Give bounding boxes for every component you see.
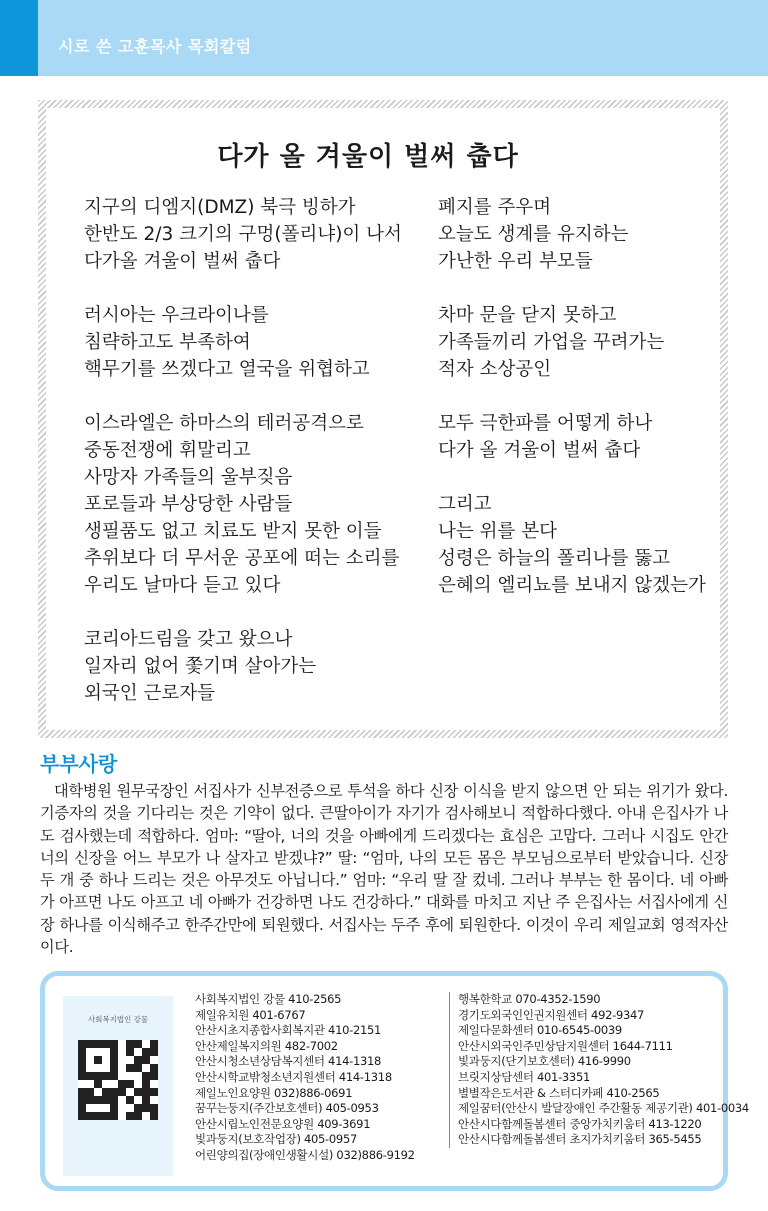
contact-entry: 제일유치원 401-6767 [195, 1007, 306, 1022]
contact-entry: 제일다문화센터 010-6545-0039 [458, 1023, 622, 1038]
poem-line: 한반도 2/3 크기의 구멍(폴리냐)이 나서 [84, 224, 402, 245]
contact-entry: 제일꿈터(안산시 발달장애인 주간활동 제공기관) 401-0034 [458, 1101, 749, 1116]
contact-entry: 안산시다함께돌봄센터 초지가치키움터 365-5455 [458, 1132, 702, 1147]
contact-entry: 꿈꾸는둥지(주간보호센터) 405-0953 [195, 1101, 379, 1116]
poem-line: 사망자 가족들의 울부짖음 [84, 467, 293, 488]
contact-entry: 행복한학교 070-4352-1590 [458, 992, 601, 1006]
contact-list-right [449, 992, 749, 1148]
poem-line: 다가 올 겨울이 벌써 춥다 [438, 440, 641, 461]
poem-right-column [438, 194, 706, 626]
poem-line: 포로들과 부상당한 사람들 [84, 494, 293, 515]
poem-line: 지구의 디엠지(DMZ) 북극 빙하가 [84, 197, 356, 218]
poem-panel [46, 108, 720, 730]
contact-entry: 안산시외국인주민상담지원센터 1644-7111 [458, 1038, 673, 1053]
contact-box [40, 971, 749, 1191]
poem-line: 모두 극한파를 어떻게 하나 [438, 413, 653, 434]
poem-line: 침략하고도 부족하여 [84, 332, 251, 353]
contact-entry: 별별작은도서관 & 스터디카페 410-2565 [458, 1085, 660, 1100]
contact-entry: 안산시초지종합사회복지관 410-2151 [195, 1023, 382, 1038]
contact-entry: 브릿지상담센터 401-3351 [458, 1069, 590, 1084]
contact-entry: 어린양의집(장애인생활시설) 032)886-9192 [195, 1147, 415, 1162]
article-body: 대학병원 원무국장인 서집사가 신부전증으로 투석을 하다 신장 이식을 받지 않으면 안 되는 위기가 왔다. 기증자의 것을 기다리는 것은 기약이 없다. 큰딸아이가 자기가 검사해보니 적합하다했다. 아내 은집사가 나도 검사했는데 적합하다. 엄마: “딸아, 너의 것을 아빠에게 드리겠다는 효심은 고맙다. 그러나 시집도 안간 너의 신장을 어느 부모가 나 살자고 받겠냐?” 딸: “엄마, 나의 모든 몸은 부모님으로부터 받았습니다. 신장 두 개 중 하나 드리는 것은 아무것도 아닙니다.” 엄마: “우리 딸 잘 컸네. 그러나 부부는 한 몸이다. 네 아빠가 아프면 나도 아프고 네 아빠가 건강하면 나도 건강하다.” 대화를 마치고 지난 주 은집사는 서집사에게 신장 하나를 이식해주고 한주간만에 퇴원했다. 서집사는 두주 후에 퇴원한다. 이것이 우리 제일교회 영적자산이다. [40, 782, 728, 957]
poem-left-column [84, 194, 402, 734]
poem-line: 차마 문을 닫지 못하고 [438, 305, 617, 326]
contact-entry: 안산제일복지의원 482-7002 [195, 1038, 338, 1053]
contact-entry: 경기도외국인인권지원센터 492-9347 [458, 1007, 645, 1022]
contact-entry: 빛과둥지(단기보호센터) 416-9990 [458, 1054, 631, 1069]
contact-entry: 안산시학교밖청소년지원센터 414-1318 [195, 1069, 392, 1084]
poem-stanza [438, 410, 706, 464]
contact-entry: 제일노인요양원 032)886-0691 [195, 1085, 353, 1100]
poem-line: 가족들끼리 가업을 꾸려가는 [438, 332, 665, 353]
column-title: 시로 쓴 고훈목사 목회칼럼 [58, 37, 252, 56]
contact-entry: 안산시청소년상담복지센터 414-1318 [195, 1054, 382, 1069]
contact-entry: 안산시립노인전문요양원 409-3691 [195, 1116, 371, 1131]
poem-line: 러시아는 우크라이나를 [84, 305, 269, 326]
poem-line: 폐지를 주우며 [438, 197, 552, 218]
poem-line: 다가올 겨울이 벌써 춥다 [84, 251, 281, 272]
poem-frame [38, 100, 728, 738]
poem-line: 핵무기를 쓰겠다고 열국을 위협하고 [84, 359, 370, 380]
poem-line: 우리도 날마다 듣고 있다 [84, 575, 281, 596]
qr-panel [63, 996, 173, 1176]
poem-line: 오늘도 생계를 유지하는 [438, 224, 629, 245]
poem-stanza [438, 194, 706, 275]
poem-line: 추위보다 더 무서운 공포에 떠는 소리를 [84, 548, 400, 569]
qr-label: 사회복지법인 강물 [87, 1015, 149, 1024]
poem-stanza [84, 626, 402, 707]
poem-line: 가난한 우리 부모들 [438, 251, 593, 272]
poem-line: 코리아드림을 갖고 왔으나 [84, 629, 293, 650]
poem-line: 성령은 하늘의 폴리나를 뚫고 [438, 548, 671, 569]
contact-list-left [195, 992, 415, 1164]
poem-line: 일자리 없어 쫓기며 살아가는 [84, 656, 317, 677]
poem-title: 다가 올 겨울이 벌써 춥다 [217, 142, 519, 172]
poem-stanza [84, 194, 402, 275]
contact-entry: 안산시다함께돌봄센터 중앙가치키움터 413-1220 [458, 1116, 702, 1131]
poem-stanza [84, 302, 402, 383]
contact-entry: 사회복지법인 강물 410-2565 [195, 992, 342, 1006]
poem-line: 적자 소상공인 [438, 359, 552, 380]
header-accent [0, 0, 38, 76]
poem-line: 외국인 근로자들 [84, 683, 215, 704]
poem-line: 생필품도 없고 치료도 받지 못한 이들 [84, 521, 382, 542]
poem-stanza [438, 302, 706, 383]
poem-line: 이스라엘은 하마스의 테러공격으로 [84, 413, 364, 434]
section-title: 부부사랑 [40, 752, 118, 776]
poem-line: 중동전쟁에 휘말리고 [84, 440, 251, 461]
qr-code-icon[interactable] [78, 1040, 158, 1120]
poem-stanza [438, 491, 706, 599]
contact-entry: 빛과둥지(보호작업장) 405-0957 [195, 1132, 357, 1147]
poem-stanza [84, 410, 402, 599]
poem-line: 은혜의 엘리뇨를 보내지 않겠는가 [438, 575, 706, 596]
poem-line: 그리고 [438, 494, 492, 515]
poem-line: 나는 위를 본다 [438, 521, 557, 542]
